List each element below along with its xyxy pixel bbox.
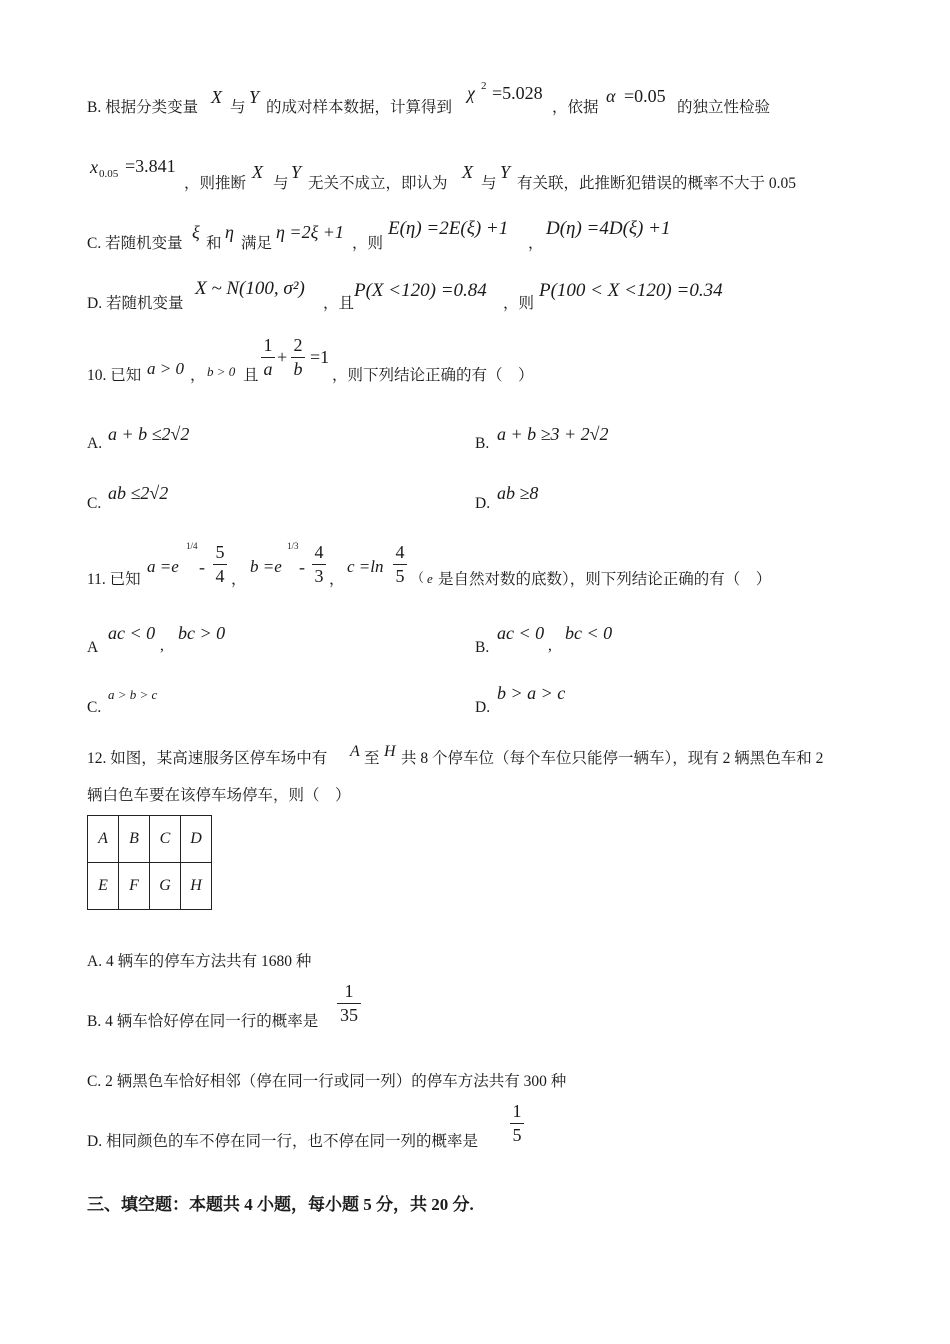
q12-option-d-num: 1: [512, 1101, 522, 1121]
q10-frac2-num: 2: [293, 335, 303, 355]
q10-frac2-den: b: [293, 359, 303, 379]
q11-option-c-label: C.: [87, 699, 102, 716]
variance-formula: D(η) =4D(ξ) +1: [546, 218, 671, 239]
var-y: Y: [249, 87, 260, 107]
q11-option-a-expr1: ac < 0: [108, 623, 156, 643]
parking-space: B: [119, 816, 150, 863]
q11-a-frac-den: 4: [215, 566, 225, 586]
option-9b-suffix: 的独立性检验: [677, 99, 771, 116]
q11-a-fraction: [213, 542, 227, 587]
parking-space: E: [88, 863, 119, 910]
q11-b-minus: -: [299, 557, 305, 577]
q10-option-d-label: D.: [475, 495, 491, 512]
q12-a: A: [350, 743, 360, 760]
q12-option-b-den: 35: [340, 1005, 358, 1025]
q11-option-a-label: A: [87, 639, 99, 656]
var-y-3: Y: [500, 162, 511, 182]
q10-option-d-expr: ab ≥8: [497, 483, 539, 503]
comma: ，: [528, 235, 544, 252]
chi-value: =5.028: [492, 83, 543, 103]
option-9b-line2-c: 有关联，此推断犯错误的概率不大于 0.05: [517, 175, 797, 192]
q11-c-frac-num: 4: [395, 542, 405, 562]
normal-distribution: X ~ N(100, σ²): [195, 278, 305, 299]
q12-option-a: A. 4 辆车的停车方法共有 1680 种: [87, 953, 312, 970]
q12-option-d: D. 相同颜色的车不停在同一行，也不停在同一列的概率是: [87, 1133, 478, 1150]
q10-option-c-expr: ab ≤2√2: [108, 483, 169, 503]
q10-cond-b: b > 0: [207, 364, 236, 379]
chi-symbol: χ: [467, 83, 475, 103]
q12-option-d-fraction: [510, 1101, 524, 1146]
q11-c-expr: c =ln: [347, 557, 384, 576]
q10-frac1-num: 1: [263, 335, 273, 355]
parking-space: F: [119, 863, 150, 910]
probability-1: P(X <120) =0.84: [354, 280, 487, 301]
q11-option-d-label: D.: [475, 699, 491, 716]
option-9b-prefix: B. 根据分类变量: [87, 99, 199, 116]
word-satisfy: 满足: [241, 235, 273, 252]
q11-a-frac-num: 5: [215, 542, 225, 562]
q11-option-b-label: B.: [475, 639, 490, 656]
q12-option-b: B. 4 辆车恰好停在同一行的概率是: [87, 1013, 319, 1030]
chi-exponent: 2: [481, 80, 487, 92]
q11-b-fraction: [312, 542, 326, 587]
q11-option-d-expr: b > a > c: [497, 683, 566, 703]
option-9d-prefix: D. 若随机变量: [87, 295, 184, 312]
parking-space: H: [181, 863, 212, 910]
option-9c-prefix: C. 若随机变量: [87, 235, 183, 252]
eta-relation: η =2ξ +1: [276, 222, 344, 242]
option-9b-line2-b: 无关不成立，即认为: [308, 175, 448, 192]
q10-option-b-label: B.: [475, 435, 490, 452]
q11-a-exponent: [186, 541, 198, 551]
exam-page: B. 根据分类变量 X 与 Y 的成对样本数据，计算得到 χ 2 =5.028 ，依据 α =0.05 的独立性检验 x 0.05 =3.841 ，则推断 X 与 Y 无关不成立，即认为 X 与 Y 有关联，此推断犯错误的概率不大于 0.05 C. 若随机变量 ξ 和 η 满足 η =2ξ +1 ，则 E(η) =2E(ξ) +1 ， D(η) =4D(ξ) +1 D. 若随机变量 X ~ N(100, σ²) ，且 P(X <120) =0.84 ，则 P(100 < X <120) =0.34 10. 已知 a > 0 ， b > 0 且 1 a + 2 b =1 ，则下列结论正确的有（ ） A. a + b ≤2√2 B. a + b ≥3 + 2√2 C. ab ≤2√2 D. ab ≥8 11. 已知 a =e 1/4 - 5 4 ， b =e 1/3 - 4 3 ， c =ln 4 5 （ e 是自然对数的底数），则下列结论正确的有（ ） A ac < 0 , bc > 0 B. ac < 0 , bc < 0 C. a > b > c D. b > a > c 12. 如图，某高速服务区停车场中有 A 至 H 共 8 个停车位（每个车位只能停一辆车），现有 2 辆黑色车和 2 辆白色车要在该停车场停车，则（ ） A B C D E F G H A. 4 辆车的停车方法共有 1680 种 B. 4 辆车恰好停在同一行的概率是 1 35 C. 2 辆黑色车恰好相邻（停在同一行或同一列）的停车方法共有 300 种 D. 相同颜色的车不停在同一行，也不停在同一列的概率是 1 5 三、填空题：本题共 4 小题，每小题 5 分，共 20 分.: [87, 80, 824, 1214]
q12-stem-line1b: 共 8 个停车位（每个车位只能停一辆车），现有 2 辆黑色车和 2: [401, 750, 824, 767]
q11-paren-open: （: [411, 570, 425, 585]
q11-option-c-expr: a > b > c: [108, 687, 158, 702]
q11-b-exp-text: 1/3: [287, 541, 299, 551]
option-9b-mid: 的成对样本数据，计算得到: [266, 99, 453, 116]
word-then-9d: ，则: [503, 295, 535, 312]
q12-h: H: [384, 743, 396, 760]
q11-b-frac-den: 3: [314, 566, 324, 586]
word-he: 和: [206, 235, 222, 252]
q10-comma: ，: [190, 367, 206, 384]
basis-text: ，依据: [552, 99, 599, 116]
q10-frac1-den: a: [263, 359, 273, 379]
alpha-value: =0.05: [624, 86, 666, 106]
q10-plus: +: [277, 347, 288, 367]
q10-option-a-expr: a + b ≤2√2: [108, 424, 190, 444]
word-then: ，则: [352, 235, 384, 252]
q10-option-a-label: A.: [87, 435, 103, 452]
word-and: 与: [230, 99, 246, 116]
q11-a-exp-text: 1/4: [186, 541, 198, 551]
q11-suffix: 是自然对数的底数），则下列结论正确的有（ ）: [438, 571, 772, 588]
q10-fraction-2: [291, 335, 305, 380]
q11-e-symbol: e: [427, 571, 433, 586]
x-critical-subscript: 0.05: [99, 168, 119, 180]
q11-a-minus: -: [199, 557, 205, 577]
q10-cond-a: a > 0: [147, 359, 184, 378]
q12-option-b-num: 1: [344, 981, 354, 1001]
q12-option-c: C. 2 辆黑色车恰好相邻（停在同一行或同一列）的停车方法共有 300 种: [87, 1073, 567, 1090]
q11-option-b-expr2: bc < 0: [565, 623, 613, 643]
parking-space: A: [88, 816, 119, 863]
q12-option-b-fraction: [337, 981, 361, 1026]
q10-eq: =1: [310, 347, 330, 367]
q11-option-a-expr2: bc > 0: [178, 623, 226, 643]
q11-option-b-expr1: ac < 0: [497, 623, 545, 643]
probability-2: P(100 < X <120) =0.34: [539, 280, 723, 301]
word-and-3: 与: [481, 175, 497, 192]
q10-fraction-1: [261, 335, 275, 380]
xi-symbol: ξ: [192, 222, 200, 242]
parking-row: [88, 863, 212, 910]
q12-stem-line2: 辆白色车要在该停车场停车，则（ ）: [87, 787, 351, 804]
var-x-2: X: [252, 162, 263, 182]
q10-prefix: 10. 已知: [87, 367, 142, 384]
q10-option-c-label: C.: [87, 495, 102, 512]
parking-space: D: [181, 816, 212, 863]
expectation-formula: E(η) =2E(ξ) +1: [388, 218, 509, 239]
var-y-2: Y: [291, 162, 302, 182]
option-9b-line2-a: ，则推断: [184, 175, 247, 192]
eta-symbol: η: [225, 222, 234, 242]
q11-b-exponent: [287, 541, 299, 551]
q12-stem-line1: 12. 如图，某高速服务区停车场中有: [87, 750, 328, 767]
parking-space: G: [150, 863, 181, 910]
x-critical-value: =3.841: [125, 156, 176, 176]
parking-space: C: [150, 816, 181, 863]
q10-suffix: ，则下列结论正确的有（ ）: [332, 367, 534, 384]
q11-c-fraction: [393, 542, 407, 587]
parking-grid: [87, 815, 212, 910]
q10-qie: 且: [243, 367, 259, 384]
word-qie: ，且: [323, 295, 355, 312]
word-and-2: 与: [273, 175, 289, 192]
parking-row: [88, 816, 212, 863]
q11-c-frac-den: 5: [395, 566, 405, 586]
var-x-3: X: [462, 162, 473, 182]
var-x: X: [211, 87, 222, 107]
alpha-symbol: α: [606, 86, 616, 106]
q11-prefix: 11. 已知: [87, 571, 141, 588]
q11-a-expr: a =e: [147, 557, 179, 576]
section-3-heading: 三、填空题：本题共 4 小题，每小题 5 分，共 20 分.: [87, 1195, 474, 1214]
q12-option-d-den: 5: [512, 1125, 522, 1145]
q12-to: 至: [364, 750, 380, 767]
q10-option-b-expr: a + b ≥3 + 2√2: [497, 424, 609, 444]
q11-b-frac-num: 4: [314, 542, 324, 562]
x-critical-symbol: x: [90, 157, 98, 177]
q11-b-expr: b =e: [250, 557, 282, 576]
